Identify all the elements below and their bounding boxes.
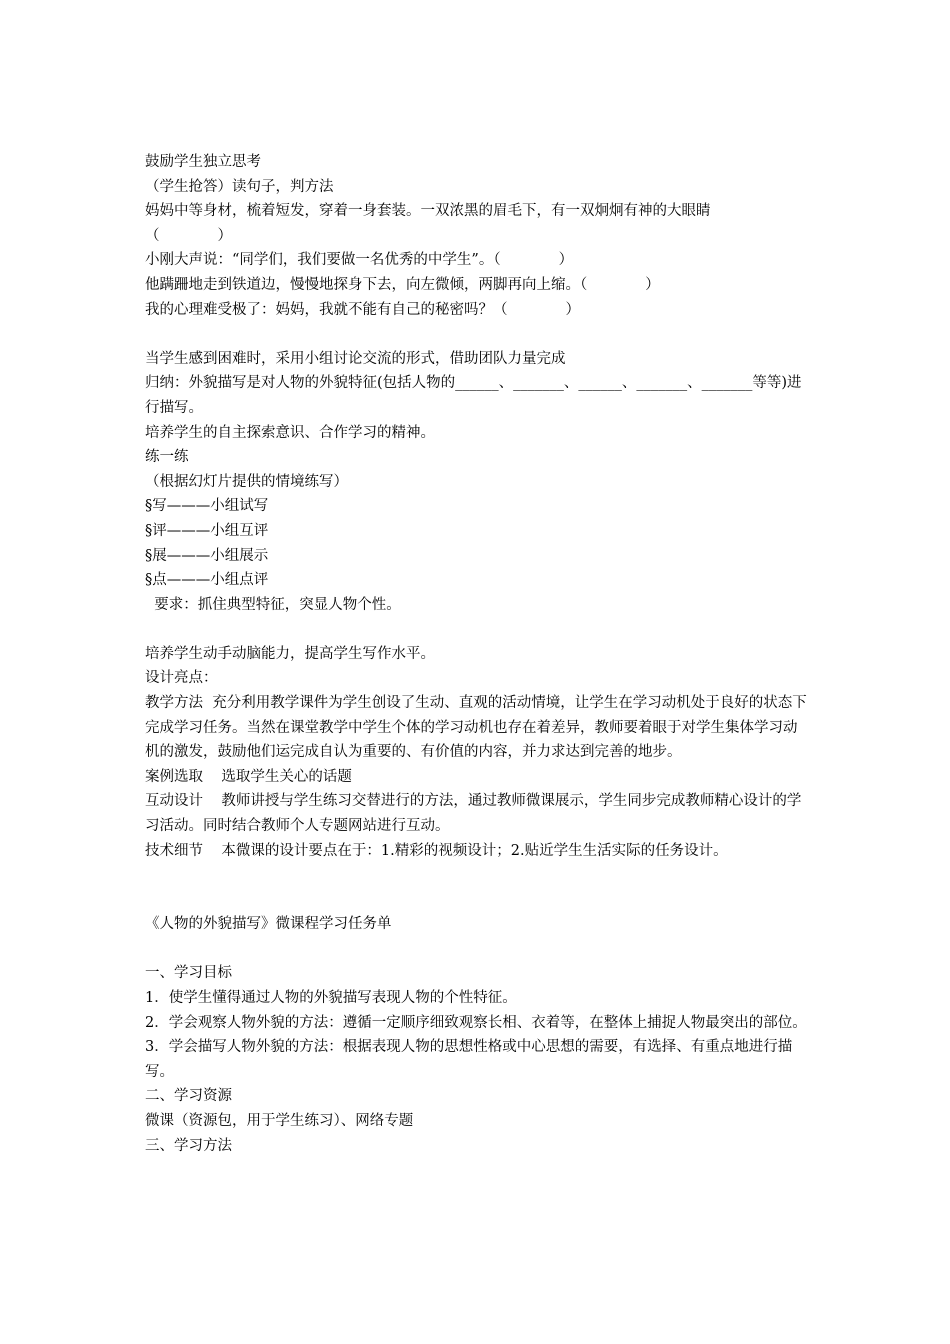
list-item: §评———小组互评 [145,522,269,539]
requirement-line: 要求：抓住典型特征，突显人物个性。 [145,596,401,613]
tech-line: 技术细节 本微课的设计要点在于：1.精彩的视频设计；2.贴近学生生活实际的任务设计。 [145,842,728,859]
list-item: §写———小组试写 [145,498,269,515]
text-line: （ ） [145,227,232,244]
text-line: 培养学生动手动脑能力，提高学生写作水平。 [145,645,435,662]
text-line: 当学生感到困难时，采用小组讨论交流的形式，借助团队力量完成 [145,350,566,367]
list-item: §展———小组展示 [145,547,269,564]
summary-paragraph: 归纳：外貌描写是对人物的外貌特征(包括人物的______、_______、______、_______、_______等等)进行描写。 [145,375,802,416]
section-heading: 三、学习方法 [145,1137,232,1154]
text-line: 小刚大声说：“同学们，我们要做一名优秀的中学生”。（ ） [145,252,574,269]
list-item: 2．学会观察人物外貌的方法：遵循一定顺序细致观察长相、衣着等，在整体上捕捉人物最突出的部位。 [145,1014,807,1031]
list-item: 3．学会描写人物外貌的方法：根据表现人物的思想性格或中心思想的需要，有选择、有重点地进行描写。 [145,1039,793,1080]
blank-line [145,322,810,347]
interaction-paragraph: 互动设计 教师讲授与学生练习交替进行的方法，通过教师微课展示，学生同步完成教师精心设计的学习活动。同时结合教师个人专题网站进行互动。 [145,793,802,835]
document-title: 《人物的外貌描写》微课程学习任务单 [145,916,392,933]
case-line: 案例选取 选取学生关心的话题 [145,768,352,785]
text-line: 他蹒跚地走到铁道边，慢慢地探身下去，向左微倾，两脚再向上缩。（ ） [145,276,660,293]
text-line: 妈妈中等身材，梳着短发，穿着一身套装。一双浓黑的眉毛下，有一双炯炯有神的大眼睛 [145,203,711,220]
blank-line [145,937,810,962]
text-line: 微课（资源包，用于学生练习）、网络专题 [145,1112,414,1129]
section-heading: 设计亮点： [145,670,218,687]
blank-line [145,617,810,642]
list-item: 1．使学生懂得通过人物的外貌描写表现人物的个性特征。 [145,990,517,1006]
section-heading: 二、学习资源 [145,1088,232,1105]
document-page [145,150,810,1158]
list-item: §点———小组点评 [145,572,269,589]
blank-line [145,863,810,912]
section-heading: 一、学习目标 [145,965,232,982]
text-line: 我的心理难受极了：妈妈，我就不能有自己的秘密吗？（ ） [145,301,580,318]
method-paragraph: 教学方法 充分利用教学课件为学生创设了生动、直观的活动情境，让学生在学习动机处于良好的状态下完成学习任务。当然在课堂教学中学生个体的学习动机也存在着差异，教师要着眼于对学生集体学习动机的激发，鼓励他们运完成自认为重要的、有价值的内容，并力求达到完善的地步。 [145,695,807,761]
text-line: （根据幻灯片提供的情境练写） [145,473,348,490]
section-heading: 练一练 [145,449,189,466]
text-line: （学生抢答）读句子，判方法 [145,178,334,195]
text-line: 鼓励学生独立思考 [145,154,261,170]
text-line: 培养学生的自主探索意识、合作学习的精神。 [145,424,435,441]
